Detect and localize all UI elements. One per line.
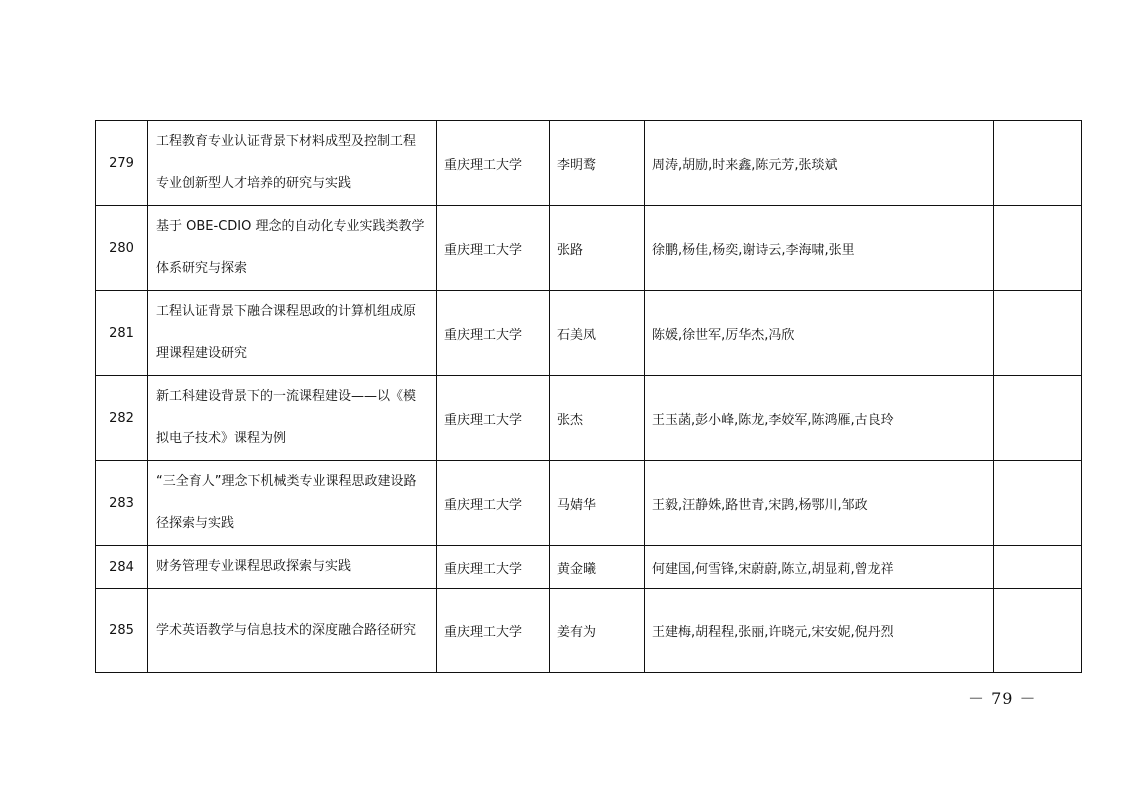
table-row xyxy=(96,589,1082,673)
project-leader: 黄金曦 xyxy=(550,546,645,589)
table-row xyxy=(96,461,1082,546)
project-title: 财务管理专业课程思政探索与实践 xyxy=(148,546,437,589)
table-row xyxy=(96,206,1082,291)
table-row xyxy=(96,121,1082,206)
team-members: 王毅,汪静姝,路世青,宋鹍,杨鄂川,邹政 xyxy=(645,461,994,546)
project-title: “三全育人”理念下机械类专业课程思政建设路径探索与实践 xyxy=(148,461,437,546)
team-members: 王建梅,胡程程,张丽,许晓元,宋安妮,倪丹烈 xyxy=(645,589,994,673)
remarks xyxy=(994,589,1082,673)
team-members: 陈媛,徐世军,厉华杰,冯欣 xyxy=(645,291,994,376)
project-leader: 石美凤 xyxy=(550,291,645,376)
project-title: 工程教育专业认证背景下材料成型及控制工程专业创新型人才培养的研究与实践 xyxy=(148,121,437,206)
team-members: 何建国,何雪锋,宋蔚蔚,陈立,胡显莉,曾龙祥 xyxy=(645,546,994,589)
remarks xyxy=(994,121,1082,206)
row-number: 285 xyxy=(96,589,148,673)
project-leader: 张路 xyxy=(550,206,645,291)
row-number: 282 xyxy=(96,376,148,461)
team-members: 周涛,胡励,时来鑫,陈元芳,张琰斌 xyxy=(645,121,994,206)
institution: 重庆理工大学 xyxy=(437,589,550,673)
project-leader: 张杰 xyxy=(550,376,645,461)
project-leader: 李明鹜 xyxy=(550,121,645,206)
institution: 重庆理工大学 xyxy=(437,206,550,291)
remarks xyxy=(994,546,1082,589)
remarks xyxy=(994,376,1082,461)
remarks xyxy=(994,206,1082,291)
project-table-container xyxy=(95,120,1082,673)
project-table xyxy=(95,120,1082,673)
row-number: 281 xyxy=(96,291,148,376)
team-members: 王玉菡,彭小峰,陈龙,李姣军,陈鸿雁,古良玲 xyxy=(645,376,994,461)
institution: 重庆理工大学 xyxy=(437,121,550,206)
table-row xyxy=(96,546,1082,589)
institution: 重庆理工大学 xyxy=(437,546,550,589)
team-members: 徐鹏,杨佳,杨奕,谢诗云,李海啸,张里 xyxy=(645,206,994,291)
row-number: 279 xyxy=(96,121,148,206)
project-title: 新工科建设背景下的一流课程建设——以《模拟电子技术》课程为例 xyxy=(148,376,437,461)
project-title: 学术英语教学与信息技术的深度融合路径研究 xyxy=(148,589,437,673)
project-title: 工程认证背景下融合课程思政的计算机组成原理课程建设研究 xyxy=(148,291,437,376)
table-row xyxy=(96,291,1082,376)
project-title: 基于 OBE-CDIO 理念的自动化专业实践类教学体系研究与探索 xyxy=(148,206,437,291)
project-leader: 姜有为 xyxy=(550,589,645,673)
row-number: 284 xyxy=(96,546,148,589)
institution: 重庆理工大学 xyxy=(437,461,550,546)
remarks xyxy=(994,461,1082,546)
row-number: 283 xyxy=(96,461,148,546)
page-number: － 79 － xyxy=(968,689,1037,708)
institution: 重庆理工大学 xyxy=(437,376,550,461)
project-leader: 马婧华 xyxy=(550,461,645,546)
row-number: 280 xyxy=(96,206,148,291)
institution: 重庆理工大学 xyxy=(437,291,550,376)
remarks xyxy=(994,291,1082,376)
table-row xyxy=(96,376,1082,461)
